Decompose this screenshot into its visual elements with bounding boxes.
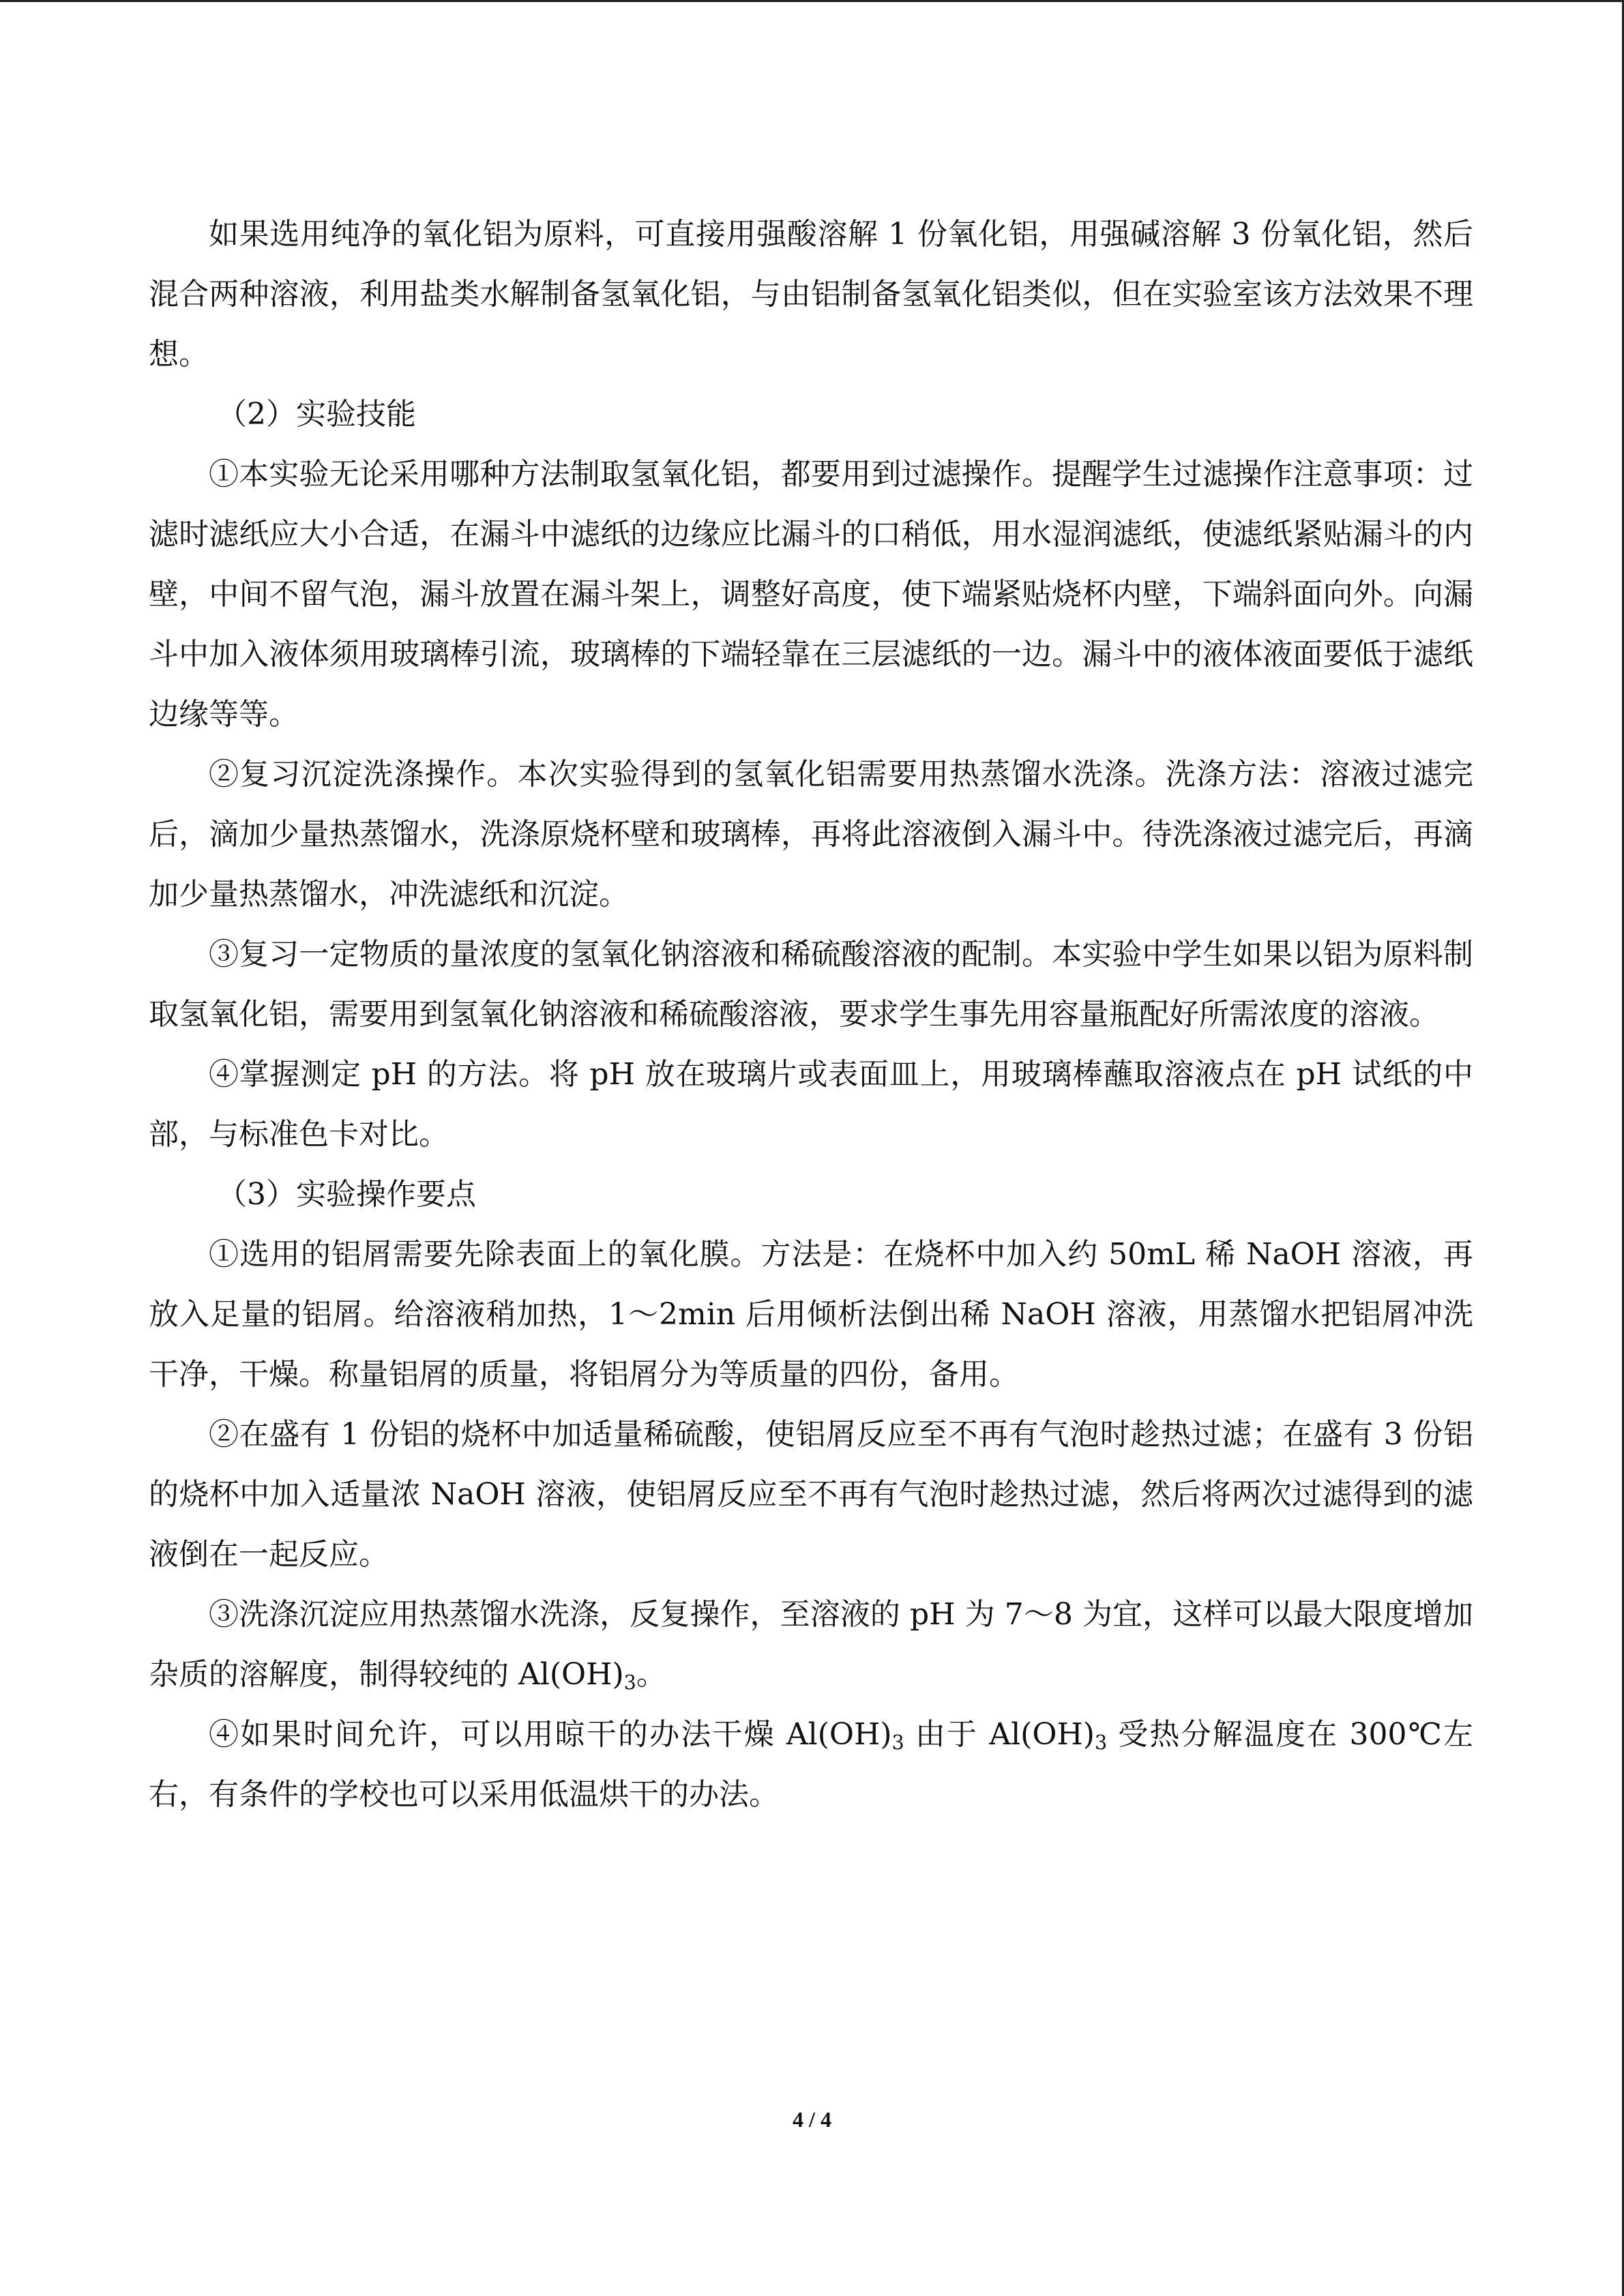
text-segment: 。: [636, 1657, 666, 1692]
paragraph-reaction-steps: ②在盛有 1 份铝的烧杯中加适量稀硫酸，使铝屑反应至不再有气泡时趁热过滤；在盛有 3 份铝的烧杯中加入适量浓 NaOH 溶液，使铝屑反应至不再有气泡时趁热过滤，然后将两次过滤得到的滤液倒在一起反应。: [149, 1417, 1473, 1572]
paragraph-ph-measurement: ④掌握测定 pH 的方法。将 pH 放在玻璃片或表面皿上，用玻璃棒蘸取溶液点在 pH 试纸的中部，与标准色卡对比。: [149, 1057, 1473, 1152]
paragraph-washing-precipitate: [149, 1585, 1473, 1705]
paragraph-solution-preparation: ③复习一定物质的量浓度的氢氧化钠溶液和稀硫酸溶液的配制。本实验中学生如果以铝为原料制取氢氧化铝，需要用到氢氧化钠溶液和稀硫酸溶液，要求学生事先用容量瓶配好所需浓度的溶液。: [149, 937, 1473, 1032]
document-body: [149, 205, 1473, 1825]
paragraph-filtration: ①本实验无论采用哪种方法制取氢氧化铝，都要用到过滤操作。提醒学生过滤操作注意事项：过滤时滤纸应大小合适，在漏斗中滤纸的边缘应比漏斗的口稍低，用水湿润滤纸，使滤纸紧贴漏斗的内壁，中间不留气泡，漏斗放置在漏斗架上，调整好高度，使下端紧贴烧杯内壁，下端斜面向外。向漏斗中加入液体须用玻璃棒引流，玻璃棒的下端轻靠在三层滤纸的一边。漏斗中的液体液面要低于滤纸边缘等等。: [149, 457, 1473, 732]
paragraph-oxide-removal: ①选用的铝屑需要先除表面上的氧化膜。方法是：在烧杯中加入约 50mL 稀 NaOH 溶液，再放入足量的铝屑。给溶液稍加热，1～2min 后用倾析法倒出稀 NaOH 溶液，用蒸馏水把铝屑冲洗干净，干燥。称量铝屑的质量，将铝屑分为等质量的四份，备用。: [149, 1237, 1473, 1392]
subscript: 3: [623, 1671, 636, 1695]
text-segment: ③洗涤沉淀应用热蒸馏水洗涤，反复操作，至溶液的 pH 为 7～8 为宜，这样可以最大限度增加杂质的溶解度，制得较纯的 Al(OH): [149, 1597, 1473, 1692]
text-segment: 受热分解温度在 300℃左右，有条件的学校也可以采用低温烘干的办法。: [149, 1717, 1473, 1812]
subscript: 3: [891, 1731, 904, 1755]
page-number: 4 / 4: [793, 2107, 831, 2132]
subscript: 3: [1094, 1731, 1108, 1755]
page-top-border: [0, 0, 1624, 2]
paragraph-precipitate-washing: ②复习沉淀洗涤操作。本次实验得到的氢氧化铝需要用热蒸馏水洗涤。洗涤方法：溶液过滤完后，滴加少量热蒸馏水，洗涤原烧杯壁和玻璃棒，再将此溶液倒入漏斗中。待洗涤液过滤完后，再滴加少量热蒸馏水，冲洗滤纸和沉淀。: [149, 757, 1473, 912]
text-segment: 由于 Al(OH): [904, 1717, 1095, 1752]
paragraph-drying: [149, 1705, 1473, 1825]
heading-operation-points: （3）实验操作要点: [217, 1177, 476, 1212]
paragraph-alumina-method: 如果选用纯净的氧化铝为原料，可直接用强酸溶解 1 份氧化铝，用强碱溶解 3 份氧化铝，然后混合两种溶液，利用盐类水解制备氢氧化铝，与由铝制备氢氧化铝类似，但在实验室该方法效果不理想。: [149, 217, 1473, 372]
text-segment: ④如果时间允许，可以用晾干的办法干燥 Al(OH): [209, 1717, 892, 1752]
heading-experiment-skills: （2）实验技能: [217, 397, 416, 432]
